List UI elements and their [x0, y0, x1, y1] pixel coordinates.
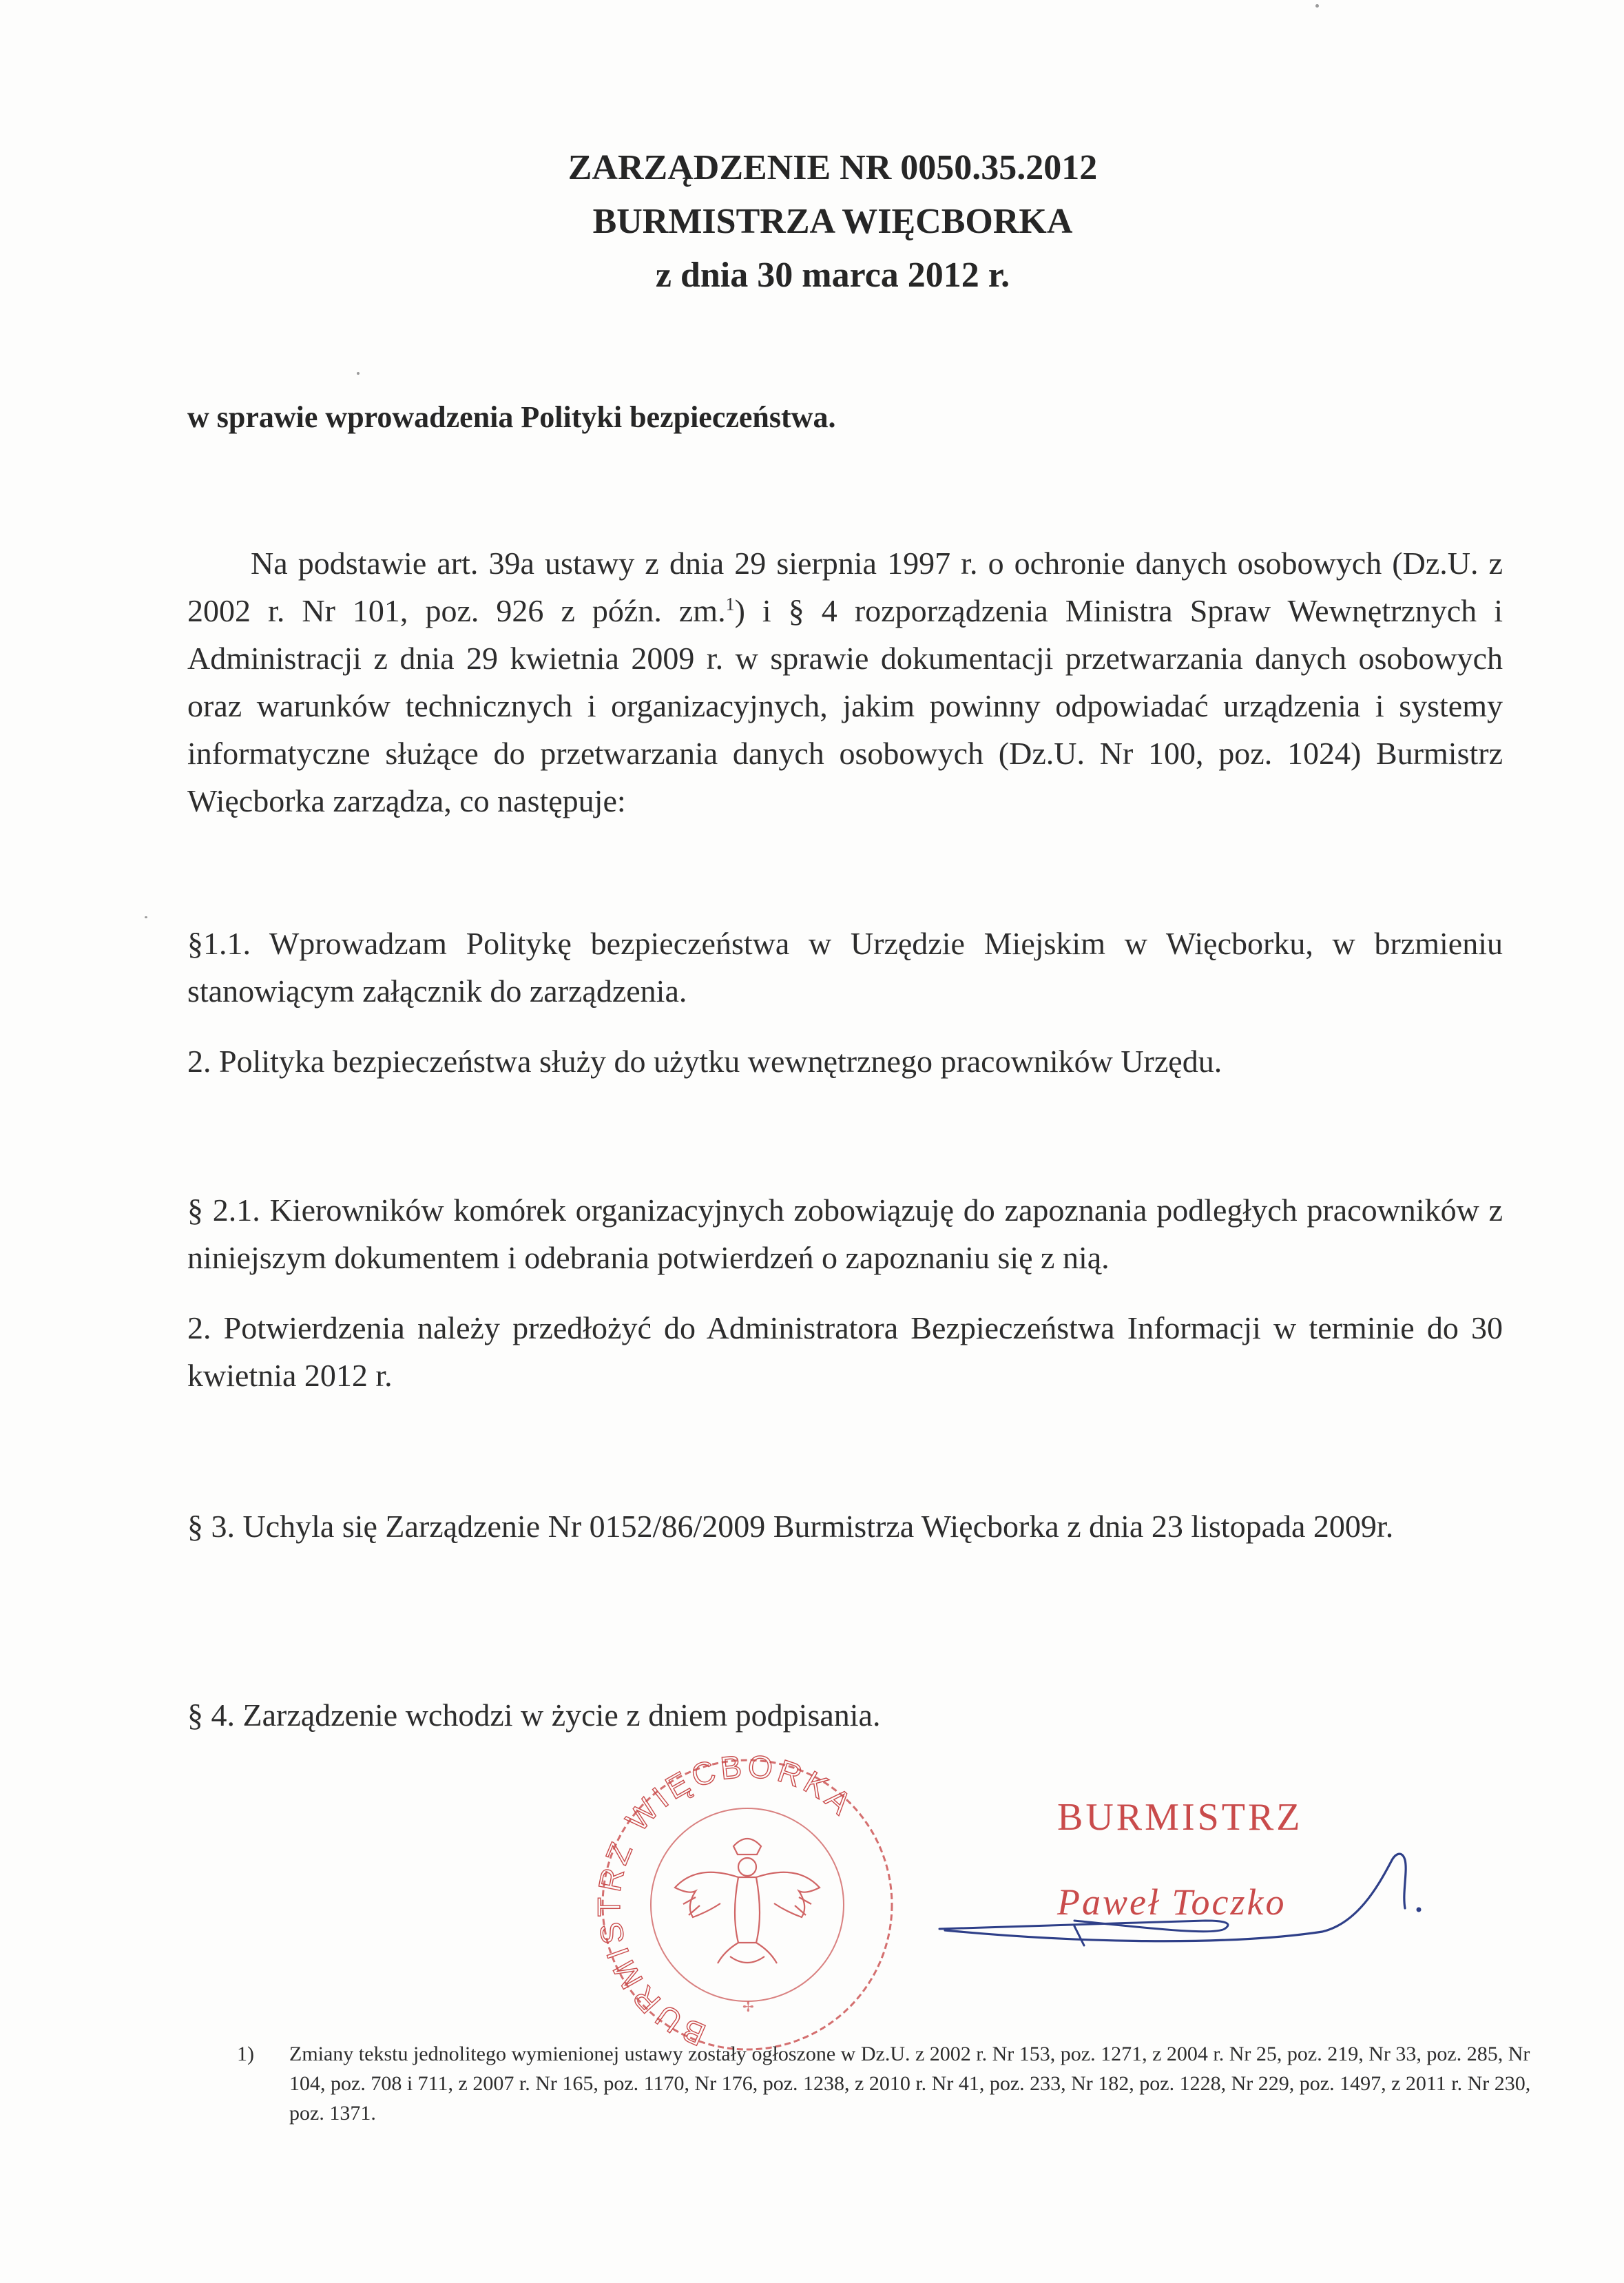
- scan-speck: [145, 916, 147, 918]
- footnote-marker: 1): [237, 2043, 254, 2065]
- document-header: [0, 141, 1624, 302]
- polish-eagle-icon: [675, 1839, 820, 1963]
- mayor-name-stamp: Paweł Toczko: [1057, 1881, 1287, 1923]
- section-1-point-1: §1.1. Wprowadzam Politykę bezpieczeństwa w Urzędzie Miejskim w Więcborku, w brzmieniu stanowiącym załącznik do zarządzenia.: [187, 926, 1503, 1009]
- document-subject: w sprawie wprowadzenia Polityki bezpieczeństwa.: [187, 400, 836, 434]
- section-1-point-2: 2. Polityka bezpieczeństwa służy do użytku wewnętrznego pracowników Urzędu.: [187, 1044, 1222, 1079]
- legal-basis-text-b: ) i § 4 rozporządzenia Ministra Spraw Wewnętrznych i Administracji z dnia 29 kwietnia 2009 r. w sprawie dokumentacji przetwarzania danych osobowych oraz warunków technicznych i organizacyjnych, jakim powinny odpowiadać urządzenia i systemy informatyczne służące do przetwarzania danych osobowych (Dz.U. Nr 100, poz. 1024) Burmistrz Więcborka zarządza, co następuje:: [187, 593, 1503, 818]
- handwritten-signature-icon: [937, 1805, 1433, 1950]
- section-3: § 3. Uchyla się Zarządzenie Nr 0152/86/2009 Burmistrza Więcborka z dnia 23 listopada 2009r.: [187, 1509, 1394, 1544]
- section-2-point-2: 2. Potwierdzenia należy przedłożyć do Administratora Bezpieczeństwa Informacji w terminie do 30 kwietnia 2012 r.: [187, 1310, 1503, 1393]
- issuer: BURMISTRZA WIĘCBORKA: [592, 202, 1073, 241]
- scan-speck: [357, 372, 360, 375]
- footnote: [237, 2039, 1532, 2128]
- scan-speck: [1315, 4, 1319, 8]
- legal-basis-paragraph: [187, 539, 1503, 825]
- ordinance-number: ZARZĄDZENIE NR 0050.35.2012: [568, 148, 1098, 187]
- footnote-reference: 1: [725, 594, 735, 614]
- official-seal-stamp: [585, 1750, 909, 2060]
- svg-text:✢: ✢: [742, 2000, 754, 2015]
- mayor-title-stamp: BURMISTRZ: [1057, 1796, 1303, 1839]
- legal-basis-text-a: Na podstawie art. 39a ustawy z dnia 29 sierpnia 1997 r. o ochronie danych osobowych (Dz.U. z 2002 r. Nr 101, poz. 926 z późn. zm.: [187, 546, 1503, 628]
- section-4: § 4. Zarządzenie wchodzi w życie z dniem podpisania.: [187, 1697, 881, 1733]
- section-2-point-1: § 2.1. Kierowników komórek organizacyjnych zobowiązuję do zapoznania podległych pracowników z niniejszym dokumentem i odebrania potwierdzeń o zapoznaniu się z nią.: [187, 1192, 1503, 1275]
- seal-text: BURMISTRZ WIĘCBORKA: [591, 1750, 862, 2054]
- footnote-text: Zmiany tekstu jednolitego wymienionej ustawy zostały ogłoszone w Dz.U. z 2002 r. Nr 153, poz. 1271, z 2004 r. Nr 25, poz. 219, Nr 33, poz. 285, Nr 104, poz. 708 i 711, z 2007 r. Nr 165, poz. 1170, Nr 176, poz. 1238, z 2010 r. Nr 41, poz. 233, Nr 182, poz. 1228, Nr 229, poz. 1497, z 2011 r. Nr 230, poz. 1371.: [289, 2043, 1531, 2125]
- issue-date: z dnia 30 marca 2012 r.: [655, 256, 1010, 295]
